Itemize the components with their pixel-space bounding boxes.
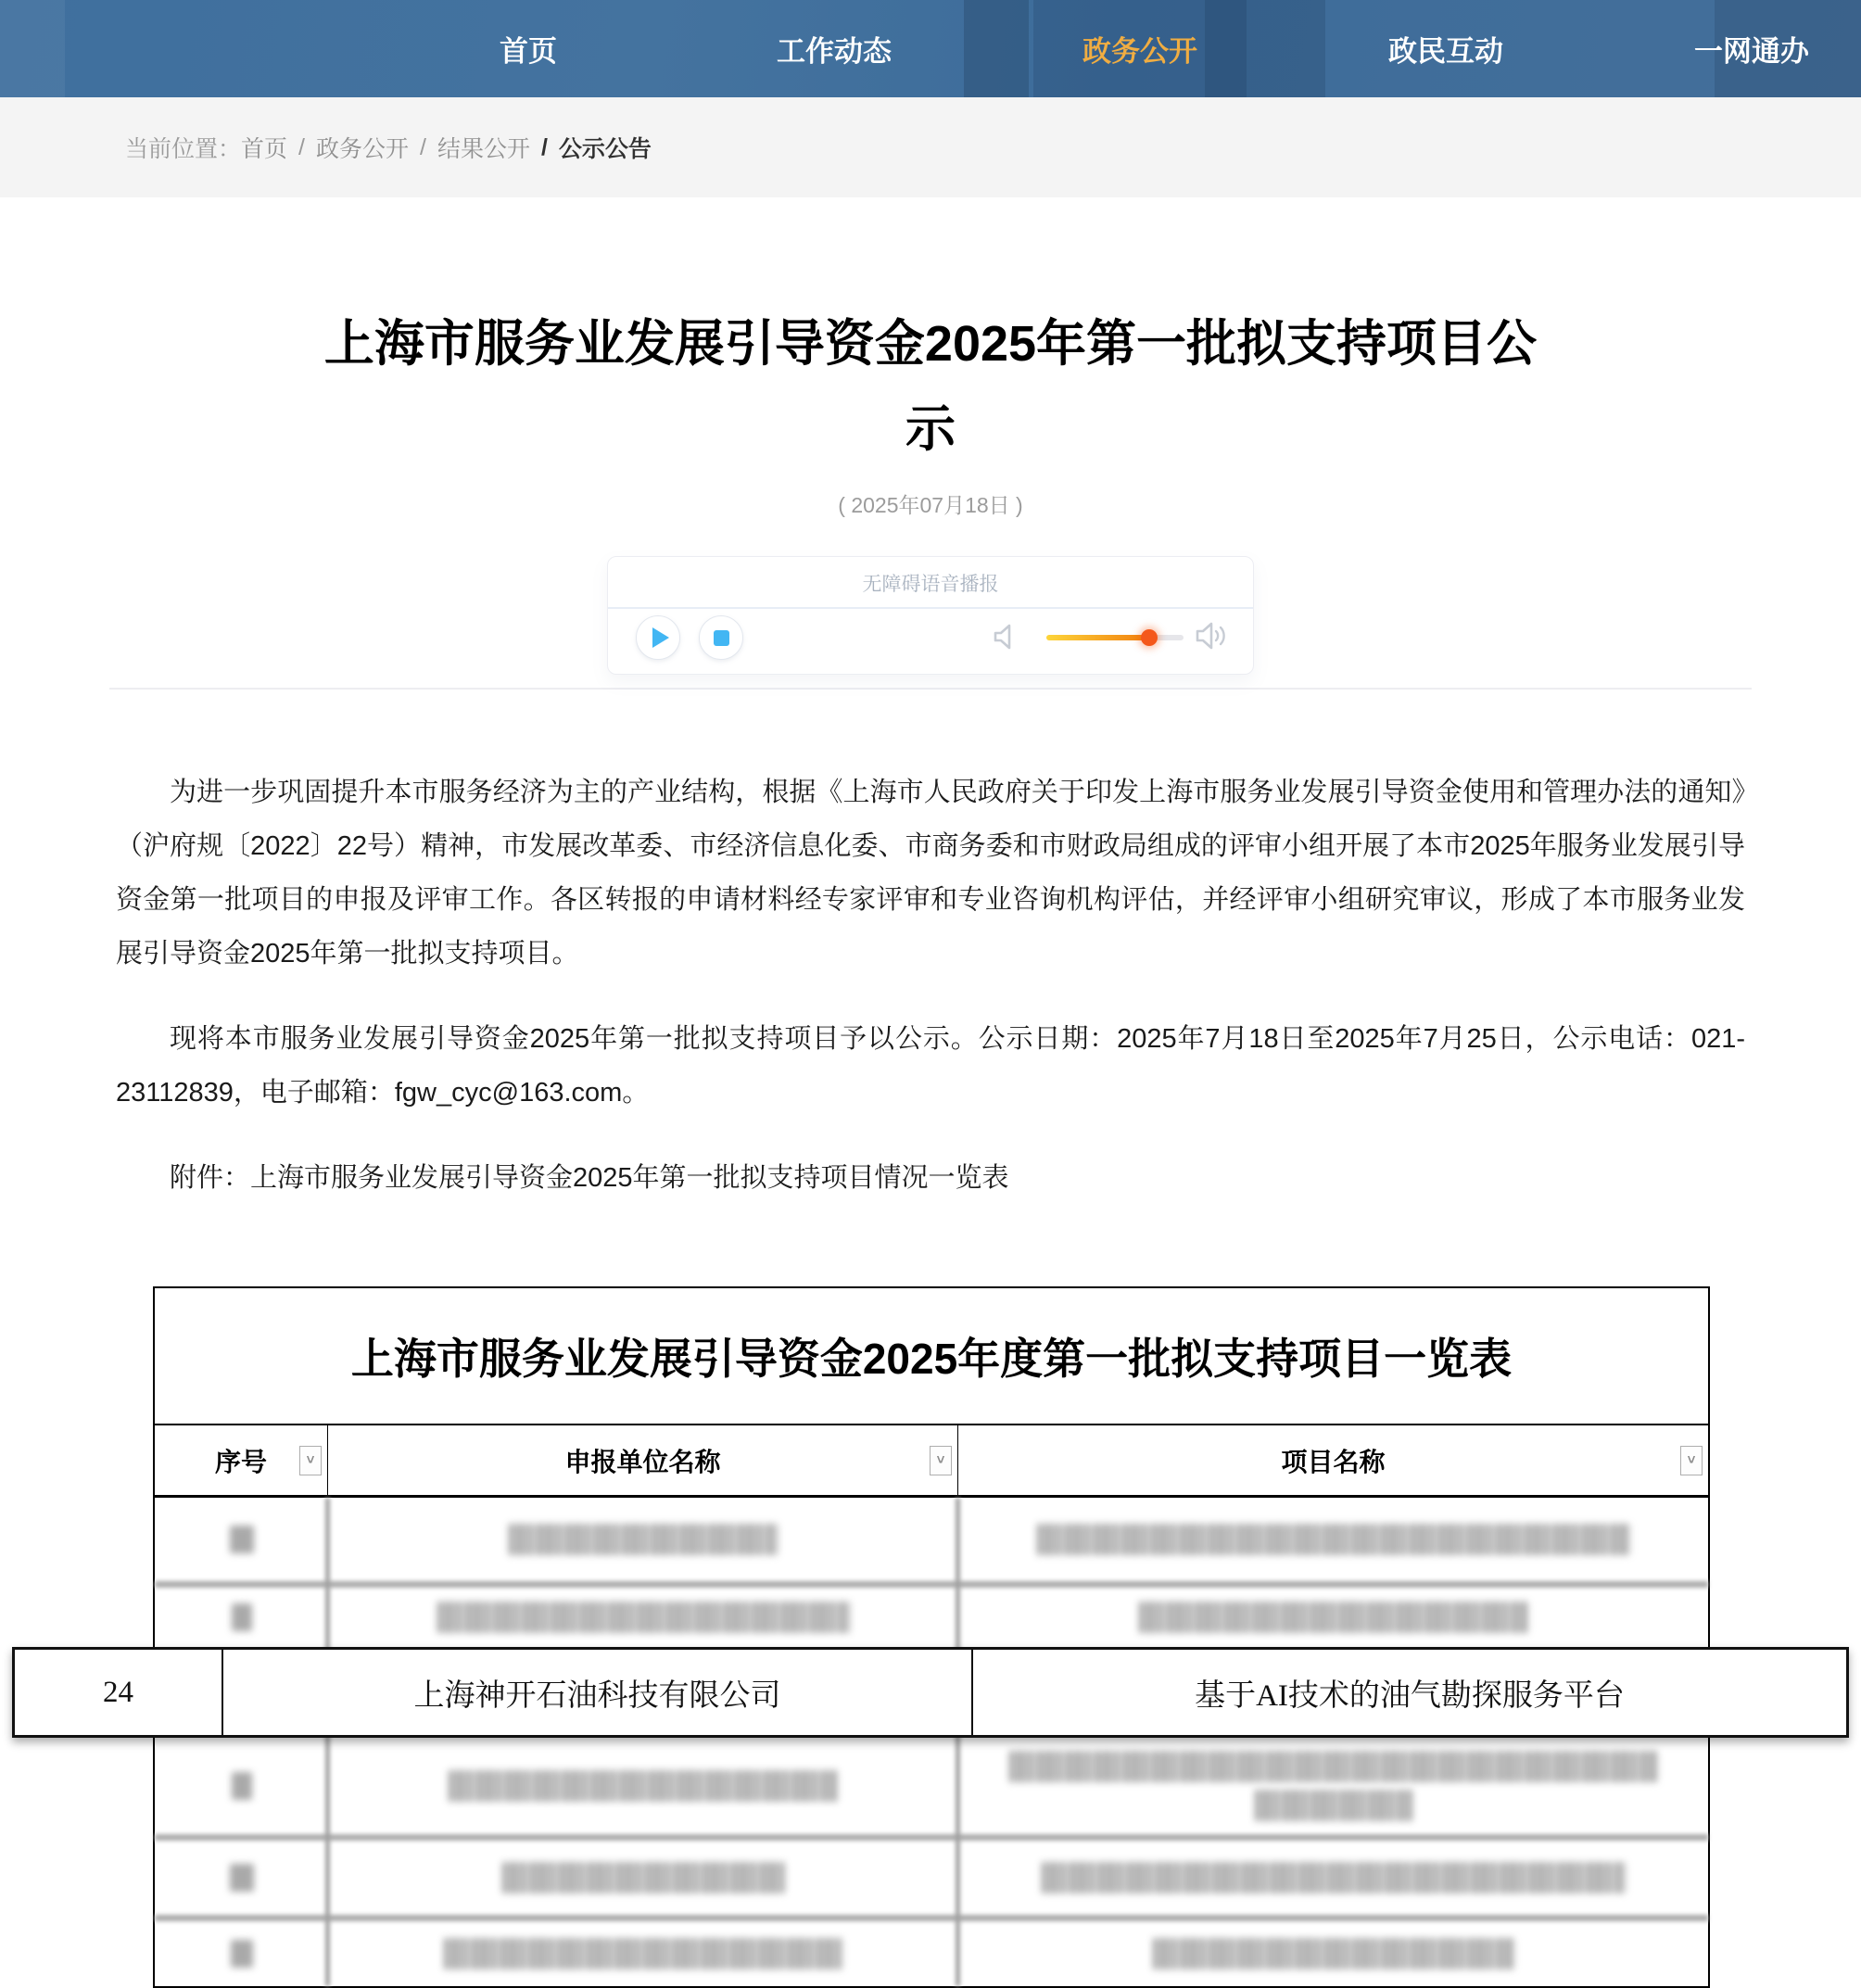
filter-dropdown-icon[interactable]: ˅ bbox=[930, 1446, 952, 1475]
blurred-row-divider bbox=[155, 1915, 1708, 1921]
play-icon bbox=[652, 627, 669, 648]
breadcrumb-link-results[interactable]: 结果公开 bbox=[437, 136, 530, 162]
nav-tab-work-news[interactable]: 工作动态 bbox=[777, 35, 892, 68]
column-header-seq-label: 序号 bbox=[214, 1447, 267, 1476]
table-row-redacted bbox=[155, 1921, 1708, 1986]
breadcrumb-current-page: 公示公告 bbox=[558, 136, 652, 162]
stop-icon bbox=[714, 630, 729, 646]
nav-tab-public-interaction[interactable]: 政民互动 bbox=[1388, 35, 1503, 68]
article-body bbox=[0, 766, 1861, 1205]
filter-dropdown-icon[interactable]: ˅ bbox=[299, 1446, 322, 1475]
table-row-redacted bbox=[155, 1738, 1708, 1834]
redacted-text-blob bbox=[1009, 1751, 1658, 1782]
volume-slider-handle[interactable] bbox=[1141, 629, 1158, 646]
highlighted-table-row bbox=[12, 1647, 1849, 1738]
accessibility-audio-player bbox=[607, 556, 1254, 675]
highlighted-row-company: 上海神开石油科技有限公司 bbox=[223, 1650, 973, 1735]
publish-date: ( 2025年07月18日 ) bbox=[838, 493, 1023, 517]
redacted-text-blob bbox=[230, 1864, 254, 1892]
highlighted-row-seq: 24 bbox=[15, 1650, 223, 1735]
audio-player-divider bbox=[608, 607, 1253, 609]
paragraph-notice: 现将本市服务业发展引导资金2025年第一批拟支持项目予以公示。公示日期：2025年7月18日至2025年7月25日，公示电话：021-23112839，电子邮箱：fgw_cyc@163.com。 bbox=[116, 1024, 1745, 1108]
nav-photo-shade bbox=[0, 0, 65, 97]
blurred-column-divider bbox=[325, 1498, 330, 1986]
column-header-project-label: 项目名称 bbox=[1281, 1447, 1386, 1476]
paragraph-intro: 为进一步巩固提升本市服务经济为主的产业结构，根据《上海市人民政府关于印发上海市服务业发展引导资金使用和管理办法的通知》（沪府规〔2022〕22号）精神，市发展改革委、市经济信息化委、市商务委和市财政局组成的评审小组开展了本市2025年服务业发展引导资金第一批项目的申报及评审工作。各区转报的申请材料经专家评审和专业咨询机构评估，并经评审小组研究审议，形成了本市服务业发展引导资金2025年第一批拟支持项目。 bbox=[116, 778, 1745, 969]
column-header-seq bbox=[155, 1425, 328, 1495]
redacted-text-blob bbox=[1255, 1790, 1412, 1821]
top-nav-bar bbox=[0, 0, 1861, 97]
table-header-row bbox=[155, 1425, 1708, 1498]
redacted-text-blob bbox=[232, 1603, 252, 1631]
blurred-row-divider bbox=[155, 1834, 1708, 1841]
page-title: 上海市服务业发展引导资金2025年第一批拟支持项目公示 bbox=[323, 316, 1538, 457]
nav-menu bbox=[422, 0, 1858, 97]
highlighted-row-project: 基于AI技术的油气勘探服务平台 bbox=[1195, 1678, 1625, 1713]
breadcrumb bbox=[0, 97, 1861, 197]
redacted-text-blob bbox=[509, 1524, 778, 1555]
play-button[interactable] bbox=[636, 615, 680, 660]
volume-high-icon bbox=[1194, 618, 1231, 658]
redacted-text-blob bbox=[1009, 1751, 1658, 1821]
redacted-text-blob bbox=[1153, 1938, 1514, 1969]
table-row-redacted bbox=[155, 1498, 1708, 1581]
column-header-company bbox=[328, 1425, 958, 1495]
table-row-redacted bbox=[155, 1588, 1708, 1647]
redacted-text-blob bbox=[1042, 1862, 1626, 1893]
breadcrumb-link-gov-disclosure[interactable]: 政务公开 bbox=[315, 136, 409, 162]
nav-tab-gov-disclosure[interactable]: 政务公开 bbox=[1033, 0, 1247, 97]
blurred-column-divider bbox=[956, 1498, 960, 1986]
table-title: 上海市服务业发展引导资金2025年度第一批拟支持项目一览表 bbox=[155, 1288, 1708, 1425]
nav-tab-home[interactable]: 首页 bbox=[500, 35, 557, 68]
paragraph-attachment: 附件：上海市服务业发展引导资金2025年第一批拟支持项目情况一览表 bbox=[170, 1163, 1009, 1193]
breadcrumb-link-home[interactable]: 首页 bbox=[241, 136, 288, 162]
redacted-text-blob bbox=[1139, 1602, 1528, 1633]
blurred-row-divider bbox=[155, 1581, 1708, 1588]
breadcrumb-separator: / bbox=[298, 133, 305, 160]
redacted-text-blob bbox=[437, 1602, 850, 1633]
nav-tab-one-stop-services[interactable]: 一网通办 bbox=[1694, 35, 1809, 68]
redacted-text-blob bbox=[231, 1940, 253, 1968]
breadcrumb-separator: / bbox=[420, 133, 426, 160]
column-header-project bbox=[958, 1425, 1708, 1495]
redacted-text-blob bbox=[444, 1938, 842, 1969]
table-body bbox=[103, 1498, 1708, 1986]
table-row-redacted bbox=[155, 1841, 1708, 1915]
audio-player-title: 无障碍语音播报 bbox=[862, 574, 999, 595]
section-divider bbox=[109, 688, 1752, 690]
stop-button[interactable] bbox=[699, 615, 743, 660]
volume-slider[interactable] bbox=[1046, 635, 1184, 640]
column-header-company-label: 申报单位名称 bbox=[564, 1447, 721, 1476]
project-table bbox=[103, 1286, 1710, 1988]
volume-low-icon bbox=[992, 622, 1018, 656]
breadcrumb-prefix: 当前位置： bbox=[125, 136, 242, 162]
redacted-text-blob bbox=[1037, 1524, 1630, 1555]
redacted-text-blob bbox=[502, 1862, 785, 1893]
breadcrumb-separator: / bbox=[540, 133, 548, 160]
redacted-text-blob bbox=[449, 1770, 838, 1802]
redacted-text-blob bbox=[232, 1772, 252, 1800]
filter-dropdown-icon[interactable]: ˅ bbox=[1680, 1446, 1703, 1475]
redacted-text-blob bbox=[230, 1526, 254, 1553]
